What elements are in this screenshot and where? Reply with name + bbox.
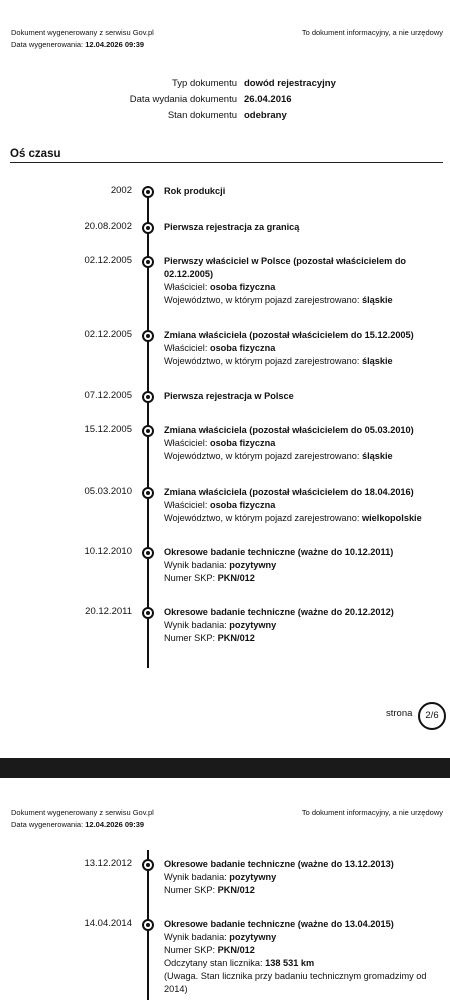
event-detail xyxy=(164,294,436,307)
event-body xyxy=(164,221,436,234)
event-detail xyxy=(164,450,436,463)
event-detail xyxy=(164,355,436,368)
event-title: Okresowe badanie techniczne (ważne do 13.12.2013) xyxy=(164,859,394,869)
event-date: 02.12.2005 xyxy=(84,255,132,266)
event-detail xyxy=(164,281,436,294)
event-detail-label: Odczytany stan licznika: xyxy=(164,958,263,968)
generated-source-text: Dokument wygenerowany z serwisu Gov.pl xyxy=(11,28,154,37)
generated-date-line xyxy=(11,819,154,831)
document-type-value: dowód rejestracyjny xyxy=(244,78,336,89)
event-detail xyxy=(164,619,436,632)
event-date: 05.03.2010 xyxy=(84,486,132,497)
issue-date-label: Data wydania dokumentu xyxy=(129,94,237,105)
timeline-title: Oś czasu xyxy=(10,148,61,160)
event-detail-label: Właściciel: xyxy=(164,500,208,510)
event-detail xyxy=(164,512,436,525)
event-detail-label: Województwo, w którym pojazd zarejestrowano: xyxy=(164,451,360,461)
generated-date-value: 12.04.2026 09:39 xyxy=(85,40,145,49)
event-body xyxy=(164,424,436,463)
timeline-dot-icon xyxy=(142,425,154,437)
timeline-dot-icon xyxy=(142,330,154,342)
event-date: 2002 xyxy=(110,185,132,196)
generated-source xyxy=(11,27,154,51)
event-title: Okresowe badanie techniczne (ważne do 20.12.2012) xyxy=(164,607,394,617)
event-detail-label: Wynik badania: xyxy=(164,560,227,570)
event-body xyxy=(164,185,436,198)
event-date: 15.12.2005 xyxy=(84,424,132,435)
timeline-dot-icon xyxy=(142,186,154,198)
page-break xyxy=(0,758,450,778)
event-title: Zmiana właściciela (pozostał właścicielem do 05.03.2010) xyxy=(164,425,414,435)
event-date: 20.12.2011 xyxy=(85,606,132,617)
page-label: strona xyxy=(386,708,413,719)
event-date: 20.08.2002 xyxy=(84,221,132,232)
event-detail xyxy=(164,931,436,944)
generated-date-label: Data wygenerowania: xyxy=(11,40,84,49)
event-title: Zmiana właściciela (pozostał właścicielem do 18.04.2016) xyxy=(164,487,414,497)
event-body xyxy=(164,255,436,307)
event-detail-label: Wynik badania: xyxy=(164,620,227,630)
timeline-dot-icon xyxy=(142,919,154,931)
generated-date-label: Data wygenerowania: xyxy=(11,820,84,829)
event-title: Okresowe badanie techniczne (ważne do 10.12.2011) xyxy=(164,547,394,557)
event-detail-value: osoba fizyczna xyxy=(209,282,276,292)
event-body xyxy=(164,546,436,585)
document-type-label: Typ dokumentu xyxy=(172,78,237,89)
event-title: Pierwszy właściciel w Polsce (pozostał właścicielem do 02.12.2005) xyxy=(164,256,407,279)
issue-date-value: 26.04.2016 xyxy=(244,94,292,105)
section-divider xyxy=(10,162,443,163)
event-detail-value: pozytywny xyxy=(229,620,277,630)
timeline-dot-icon xyxy=(142,487,154,499)
event-date: 10.12.2010 xyxy=(84,546,132,557)
timeline-dot-icon xyxy=(142,547,154,559)
event-detail-label: Właściciel: xyxy=(164,343,208,353)
event-date: 13.12.2012 xyxy=(84,858,132,869)
document-status-value: odebrany xyxy=(244,110,287,121)
event-detail xyxy=(164,871,436,884)
event-detail-value: wielkopolskie xyxy=(361,513,422,523)
event-body xyxy=(164,390,436,403)
event-detail-value: pozytywny xyxy=(229,932,277,942)
event-detail-value: 138 531 km xyxy=(265,958,315,968)
timeline-dot-icon xyxy=(142,222,154,234)
event-detail-value: pozytywny xyxy=(229,560,277,570)
event-date: 07.12.2005 xyxy=(84,390,132,401)
event-detail-label: Właściciel: xyxy=(164,438,208,448)
document-info-row xyxy=(0,94,450,108)
event-detail-label: Województwo, w którym pojazd zarejestrowano: xyxy=(164,295,360,305)
informational-note: To dokument informacyjny, a nie urzędowy xyxy=(301,28,443,37)
document-info-row xyxy=(0,78,450,92)
generated-source xyxy=(11,807,154,831)
event-detail xyxy=(164,944,436,957)
generated-source-text: Dokument wygenerowany z serwisu Gov.pl xyxy=(11,808,154,817)
event-detail-value: śląskie xyxy=(361,451,393,461)
event-detail-value: PKN/012 xyxy=(217,945,255,955)
event-detail-label: Numer SKP: xyxy=(164,573,216,583)
event-detail-value: śląskie xyxy=(361,356,393,366)
event-detail-label: (Uwaga. Stan licznika przy badaniu technicznym gromadzimy od 2014) xyxy=(164,971,427,994)
event-detail-label: Numer SKP: xyxy=(164,633,216,643)
event-body xyxy=(164,918,436,996)
event-detail-label: Wynik badania: xyxy=(164,932,227,942)
timeline-dot-icon xyxy=(142,256,154,268)
event-detail xyxy=(164,499,436,512)
event-detail xyxy=(164,342,436,355)
timeline-dot-icon xyxy=(142,391,154,403)
page-number-indicator: 2/6 xyxy=(418,702,446,730)
event-title: Pierwsza rejestracja za granicą xyxy=(164,222,300,232)
event-detail-value: PKN/012 xyxy=(217,573,255,583)
document-page xyxy=(0,778,450,1000)
event-date: 02.12.2005 xyxy=(84,329,132,340)
event-title: Okresowe badanie techniczne (ważne do 13.04.2015) xyxy=(164,919,394,929)
event-detail-value: PKN/012 xyxy=(217,885,255,895)
event-detail-label: Województwo, w którym pojazd zarejestrowano: xyxy=(164,513,360,523)
event-date: 14.04.2014 xyxy=(84,918,132,929)
event-title: Zmiana właściciela (pozostał właścicielem do 15.12.2005) xyxy=(164,330,414,340)
event-detail-value: pozytywny xyxy=(229,872,277,882)
event-detail-label: Właściciel: xyxy=(164,282,208,292)
event-detail xyxy=(164,632,436,645)
event-detail-value: osoba fizyczna xyxy=(209,438,276,448)
event-body xyxy=(164,858,436,897)
event-body xyxy=(164,486,436,525)
document-info-row xyxy=(0,110,450,124)
event-detail xyxy=(164,970,436,996)
timeline-dot-icon xyxy=(142,859,154,871)
event-body xyxy=(164,329,436,368)
event-detail xyxy=(164,559,436,572)
document-status-label: Stan dokumentu xyxy=(167,110,237,121)
event-detail-label: Wynik badania: xyxy=(164,872,227,882)
generated-date-line xyxy=(11,39,154,51)
event-detail-value: osoba fizyczna xyxy=(209,343,276,353)
event-detail xyxy=(164,884,436,897)
event-detail-label: Numer SKP: xyxy=(164,945,216,955)
event-title: Pierwsza rejestracja w Polsce xyxy=(164,391,294,401)
event-detail-value: PKN/012 xyxy=(217,633,255,643)
event-detail-label: Województwo, w którym pojazd zarejestrowano: xyxy=(164,356,360,366)
event-detail-label: Numer SKP: xyxy=(164,885,216,895)
informational-note: To dokument informacyjny, a nie urzędowy xyxy=(301,808,443,817)
event-detail-value: śląskie xyxy=(361,295,393,305)
event-detail xyxy=(164,572,436,585)
event-detail-value: osoba fizyczna xyxy=(209,500,276,510)
event-detail xyxy=(164,437,436,450)
event-title: Rok produkcji xyxy=(164,186,226,196)
timeline-dot-icon xyxy=(142,607,154,619)
event-detail xyxy=(164,957,436,970)
generated-date-value: 12.04.2026 09:39 xyxy=(85,820,145,829)
event-body xyxy=(164,606,436,645)
